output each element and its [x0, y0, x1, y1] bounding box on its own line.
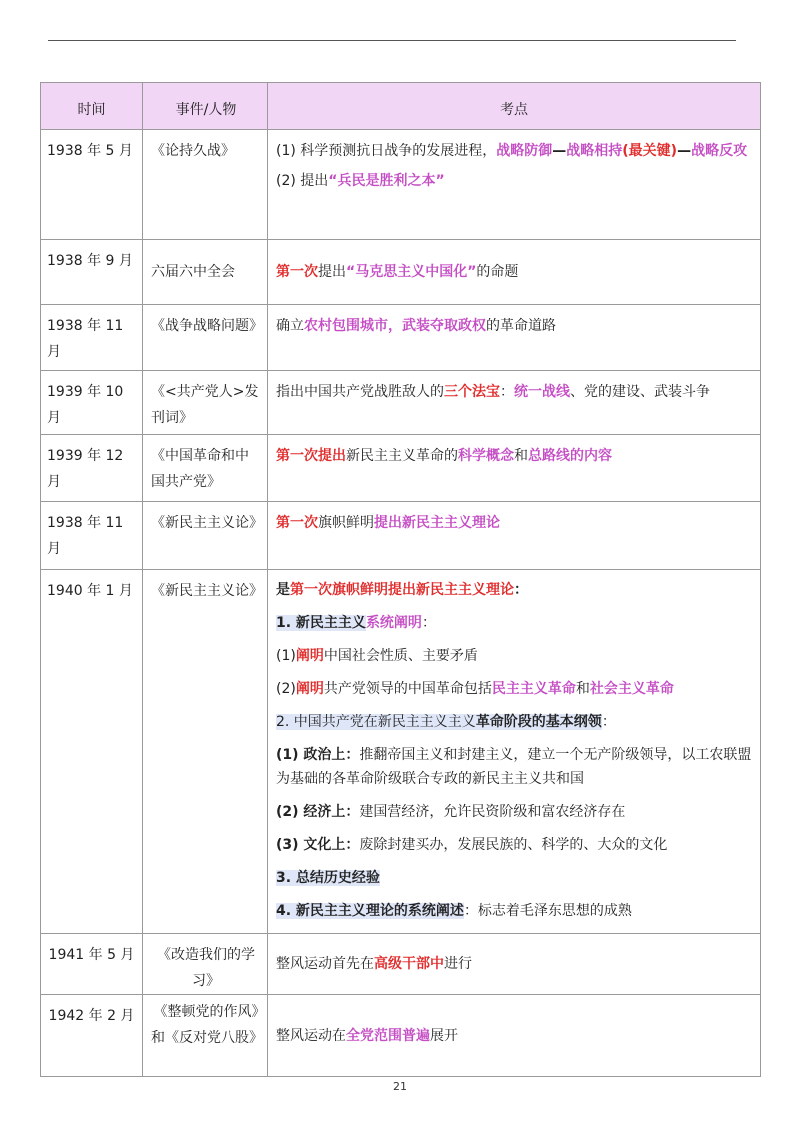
event-cell: 《新民主主义论》: [143, 570, 268, 934]
table-row: [41, 371, 761, 435]
points-cell: 第一次旗帜鲜明提出新民主主义理论: [268, 502, 761, 570]
header-points: 考点: [268, 83, 761, 130]
points-cell: 是第一次旗帜鲜明提出新民主主义理论： 1. 新民主主义系统阐明： (1)阐明中国社会性质、主要矛盾 (2)阐明共产党领导的中国革命包括民主主义革命和社会主义革命 2. 中国共产党在新民主主义主义革命阶段的基本纲领： (1) 政治上：推翻帝国主义和封建主义，建立一个无产阶级领导，以工农联盟为基础的各革命阶级联合专政的新民主主义共和国 (2) 经济上：建国营经济，允许民资阶级和富农经济存在 (3) 文化上：废除封建买办，发展民族的、科学的、大众的文化 3. 总结历史经验 4. 新民主主义理论的系统阐述：标志着毛泽东思想的成熟: [268, 570, 761, 934]
points-cell: 整风运动在全党范围普遍展开: [268, 995, 761, 1077]
event-cell: 《改造我们的学习》: [143, 934, 268, 995]
event-cell: 《中国革命和中国共产党》: [143, 435, 268, 502]
points-cell: 第一次提出“马克思主义中国化”的命题: [268, 240, 761, 305]
table-row: [41, 435, 761, 502]
table-row: [41, 570, 761, 934]
table-row: [41, 934, 761, 995]
time-cell: 1938 年 11 月: [41, 502, 143, 570]
time-cell: 1939 年 10 月: [41, 371, 143, 435]
header-rule: [48, 40, 736, 41]
table-row: [41, 240, 761, 305]
points-cell: 第一次提出新民主主义革命的科学概念和总路线的内容: [268, 435, 761, 502]
time-cell: 1942 年 2 月: [41, 995, 143, 1077]
page-number: 21: [393, 1080, 407, 1093]
table-row: [41, 502, 761, 570]
header-time: 时间: [41, 83, 143, 130]
table-row: [41, 995, 761, 1077]
points-cell: 确立农村包围城市，武装夺取政权的革命道路: [268, 305, 761, 371]
points-cell: 整风运动首先在高级干部中进行: [268, 934, 761, 995]
event-cell: 《战争战略问题》: [143, 305, 268, 371]
time-cell: 1939 年 12 月: [41, 435, 143, 502]
header-event: 事件/人物: [143, 83, 268, 130]
points-cell: (1) 科学预测抗日战争的发展进程，战略防御—战略相持(最关键)—战略反攻 (2) 提出“兵民是胜利之本”: [268, 130, 761, 240]
time-cell: 1938 年 11 月: [41, 305, 143, 371]
event-cell: 《新民主主义论》: [143, 502, 268, 570]
table-row: [41, 130, 761, 240]
event-cell: 《<共产党人>发刊词》: [143, 371, 268, 435]
event-cell: 《整顿党的作风》和《反对党八股》: [143, 995, 268, 1077]
table-row: [41, 305, 761, 371]
table-header-row: [41, 83, 761, 130]
time-cell: 1938 年 9 月: [41, 240, 143, 305]
time-cell: 1941 年 5 月: [41, 934, 143, 995]
event-cell: 《论持久战》: [143, 130, 268, 240]
points-cell: 指出中国共产党战胜敌人的三个法宝：统一战线、党的建设、武装斗争: [268, 371, 761, 435]
history-table: [40, 82, 761, 1077]
time-cell: 1938 年 5 月: [41, 130, 143, 240]
event-cell: 六届六中全会: [143, 240, 268, 305]
time-cell: 1940 年 1 月: [41, 570, 143, 934]
